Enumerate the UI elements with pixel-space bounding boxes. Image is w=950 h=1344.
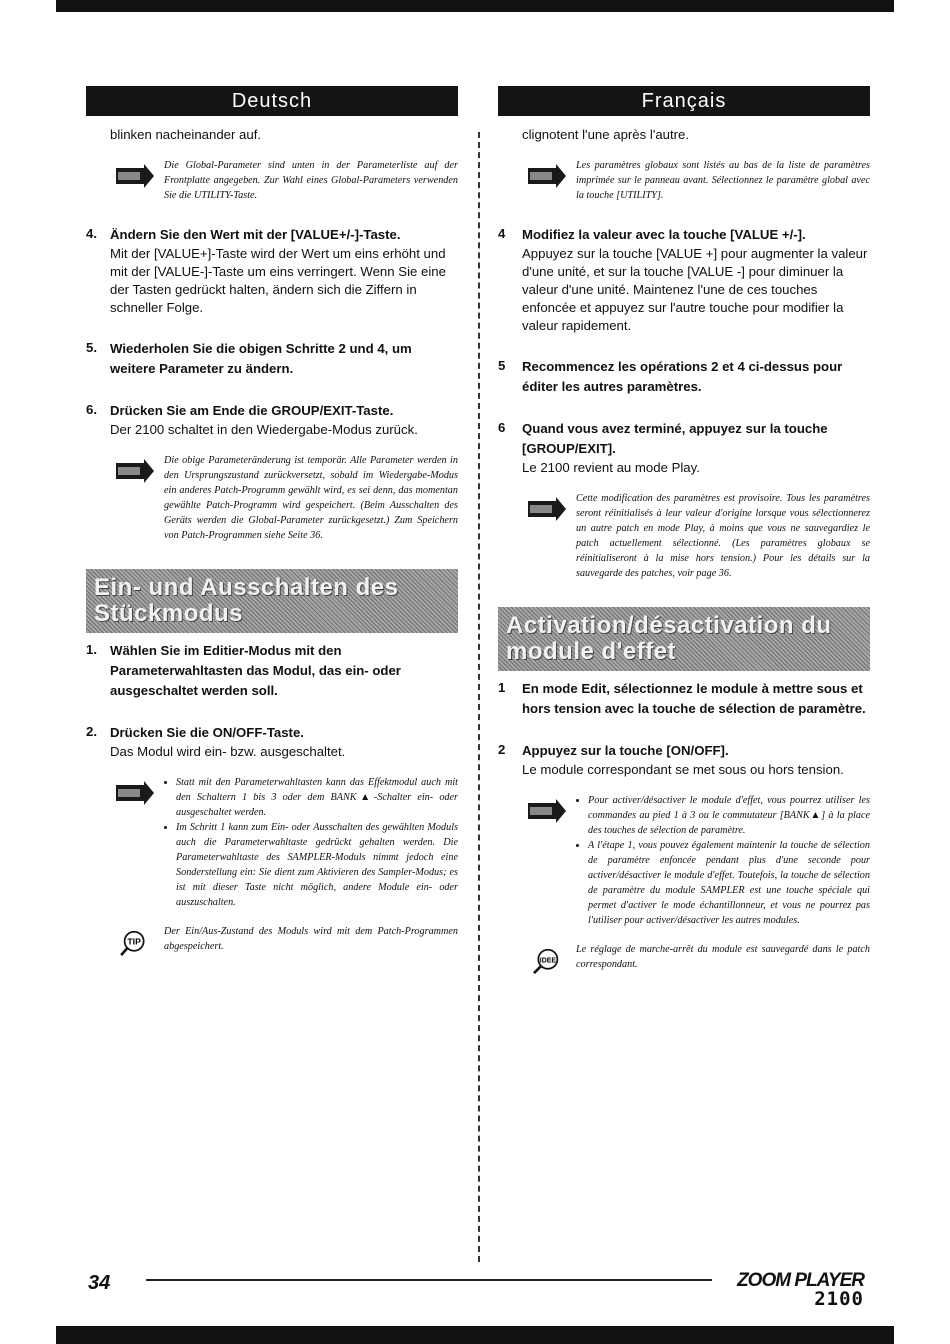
step-number: 5. bbox=[86, 340, 97, 355]
step-5 bbox=[86, 339, 458, 379]
hinweis-icon bbox=[116, 164, 154, 190]
note-box bbox=[528, 158, 870, 203]
brand-logo bbox=[724, 1272, 864, 1308]
german-column bbox=[86, 86, 458, 954]
step-number: 2 bbox=[498, 742, 506, 757]
logo-line-2: 2100 bbox=[814, 1288, 864, 1310]
step-6 bbox=[498, 419, 870, 477]
step-number: 5 bbox=[498, 358, 506, 373]
step-title: Drücken Sie am Ende die GROUP/EXIT-Taste. bbox=[110, 403, 394, 418]
step-body: Mit der [VALUE+]-Taste wird der Wert um eins erhöht und mit der [VALUE-]-Taste um eins verringert. Wenn Sie eine der Tasten gedrückt halten, ändern sich die Ziffern in schneller Folge. bbox=[110, 246, 446, 315]
step-title: Appuyez sur la touche [ON/OFF]. bbox=[522, 743, 729, 758]
step-body: Le module correspondant se met sous ou hors tension. bbox=[522, 762, 844, 777]
section-heading bbox=[498, 607, 870, 671]
step-title: Wählen Sie im Editier-Modus mit den Parameterwahltasten das Modul, das ein- oder ausgeschaltet werden soll. bbox=[110, 643, 401, 698]
step-body: Der 2100 schaltet in den Wiedergabe-Modus zurück. bbox=[110, 422, 418, 437]
hinweis-icon bbox=[116, 459, 154, 485]
hinweis-note bbox=[116, 453, 458, 543]
continuation-text: blinken nacheinander auf. bbox=[110, 127, 262, 142]
tip-text: Le réglage de marche-arrêt du module est sauvegardé dans le patch correspondant. bbox=[576, 944, 870, 970]
tip-text: Der Ein/Aus-Zustand des Moduls wird mit dem Patch-Programmen abgespeichert. bbox=[164, 926, 458, 952]
idea-icon bbox=[528, 948, 566, 974]
tip-icon bbox=[116, 930, 154, 956]
hinweis-note bbox=[116, 775, 458, 910]
hinweis-note bbox=[116, 158, 458, 203]
note-box bbox=[528, 793, 870, 928]
note-bullets bbox=[164, 775, 458, 910]
step-body: Appuyez sur la touche [VALUE +] pour augmenter la valeur d'une unité, et sur la touche [VALUE -] pour diminuer la valeur d'une unité. Maintenez l'une de ces touches enfoncée et appuyez sur l'autre touche pour modifier la valeur rapidement. bbox=[522, 246, 868, 333]
note-icon bbox=[528, 497, 566, 523]
step-title: En mode Edit, sélectionnez le module à mettre sous et hors tension avec la touche de sélection de paramètre. bbox=[522, 681, 866, 716]
note-icon bbox=[528, 799, 566, 825]
logo-line-1: ZOOM PLAYER bbox=[737, 1270, 864, 1291]
note-bullet: • Pour activer/désactiver le module d'effet, vous pourrez utiliser les commandes au pied 1 à 3 ou le commutateur [BANK▲] à la place des touches de sélection de paramètre. bbox=[588, 793, 870, 838]
step-4 bbox=[498, 225, 870, 335]
footer-rule bbox=[146, 1279, 712, 1281]
section-heading bbox=[86, 569, 458, 633]
step-4 bbox=[86, 225, 458, 317]
top-border-bar bbox=[56, 0, 894, 12]
note-text: Les paramètres globaux sont listés au bas de la liste de paramètres imprimée sur le panneau avant. Sélectionnez le paramètre global avec la touche [UTILITY]. bbox=[576, 160, 870, 201]
note-box bbox=[528, 491, 870, 581]
step-title: Wiederholen Sie die obigen Schritte 2 und 4, um weitere Parameter zu ändern. bbox=[110, 341, 412, 376]
step-body: Le 2100 revient au mode Play. bbox=[522, 460, 700, 475]
step-number: 1 bbox=[498, 680, 506, 695]
step-number: 6. bbox=[86, 402, 97, 417]
section-step-2 bbox=[498, 741, 870, 779]
idea-note bbox=[528, 942, 870, 972]
note-bullet: • Im Schritt 1 kann zum Ein- oder Ausschalten des gewählten Moduls auch die Parameterwahltaste gedrückt gehalten werden. Die Parameterwahltaste des SAMPLER-Moduls nimmt jedoch eine Sonderstellung ein: Sie dient zum Aktivieren des Sampler-Modus; es ist mit dieser Taste nicht möglich, andere Module ein- oder auszuschalten. bbox=[176, 820, 458, 910]
section-step-2 bbox=[86, 723, 458, 761]
step-number: 1. bbox=[86, 642, 97, 657]
step-body: Das Modul wird ein- bzw. ausgeschaltet. bbox=[110, 744, 346, 759]
step-6 bbox=[86, 401, 458, 439]
note-bullets bbox=[576, 793, 870, 928]
note-bullet: • Statt mit den Parameterwahltasten kann das Effektmodul auch mit den Schaltern 1 bis 3 oder dem BANK▲-Schalter ein- oder ausgeschaltet werden. bbox=[176, 775, 458, 820]
section-title: Activation/désactivation du module d'effet bbox=[506, 612, 832, 665]
svg-text:IDEE: IDEE bbox=[539, 957, 556, 965]
language-header-french: Français bbox=[498, 86, 870, 116]
note-text: Cette modification des paramètres est provisoire. Tous les paramètres seront réinitialisés à leur valeur d'origine lorsque vous sélectionnerez un autre patch en mode Play, à moins que vous ne sauvegardiez le patch actuellement sélectionné. (Les paramètres globaux se réinitialiseront à la mise hors tension.) Pour les détails sur la sauvegarde des patches, voir page 36. bbox=[576, 493, 870, 579]
step-title: Modifiez la valeur avec la touche [VALUE +/-]. bbox=[522, 227, 806, 242]
step-number: 4. bbox=[86, 226, 97, 241]
step-number: 6 bbox=[498, 420, 506, 435]
note-text: Die obige Parameteränderung ist temporär. Alle Parameter werden in den Ursprungszustand zurückversetzt, sobald im Wiedergabe-Modus ein anderes Patch-Programm gewählt wird, es sei denn, das momentan gewählte Patch-Programm wird gespeichert. (Beim Ausschalten des Geräts werden die Global-Parameter zurückgesetzt.) Zum Speichern von Patch-Programmen siehe Seite 36. bbox=[164, 455, 458, 541]
hinweis-icon bbox=[116, 781, 154, 807]
section-step-1 bbox=[498, 679, 870, 719]
bottom-border-bar bbox=[56, 1326, 894, 1344]
step-title: Recommencez les opérations 2 et 4 ci-dessus pour éditer les autres paramètres. bbox=[522, 359, 843, 394]
step-title: Quand vous avez terminé, appuyez sur la touche [GROUP/EXIT]. bbox=[522, 421, 828, 456]
step-title: Drücken Sie die ON/OFF-Taste. bbox=[110, 725, 304, 740]
section-title: Ein- und Ausschalten des Stückmodus bbox=[94, 574, 399, 627]
note-bullet: • A l'étape 1, vous pouvez également maintenir la touche de sélection de paramètre enfoncée pendant plus d'une seconde pour activer/désactiver le module d'effet. Toutefois, la touche de sélection de paramètre du module SAMPLER est une touche spéciale qui permet d'activer le mode échantillonneur, et vous ne pourrez pas l'utiliser pour activer/désactiver les autres modules. bbox=[588, 838, 870, 928]
page-number: 34 bbox=[88, 1272, 111, 1294]
step-number: 4 bbox=[498, 226, 506, 241]
step-title: Ändern Sie den Wert mit der [VALUE+/-]-Taste. bbox=[110, 227, 401, 242]
note-text: Die Global-Parameter sind unten in der Parameterliste auf der Frontplatte angegeben. Zur Wahl eines Global-Parameters verwenden Sie die UTILITY-Taste. bbox=[164, 160, 458, 201]
step-5 bbox=[498, 357, 870, 397]
tip-note bbox=[116, 924, 458, 954]
column-divider bbox=[478, 132, 480, 1262]
language-header-german: Deutsch bbox=[86, 86, 458, 116]
continuation-text: clignotent l'une après l'autre. bbox=[522, 127, 690, 142]
step-number: 2. bbox=[86, 724, 97, 739]
note-icon bbox=[528, 164, 566, 190]
section-step-1 bbox=[86, 641, 458, 701]
svg-text:TIP: TIP bbox=[127, 936, 141, 947]
french-column bbox=[498, 86, 870, 972]
